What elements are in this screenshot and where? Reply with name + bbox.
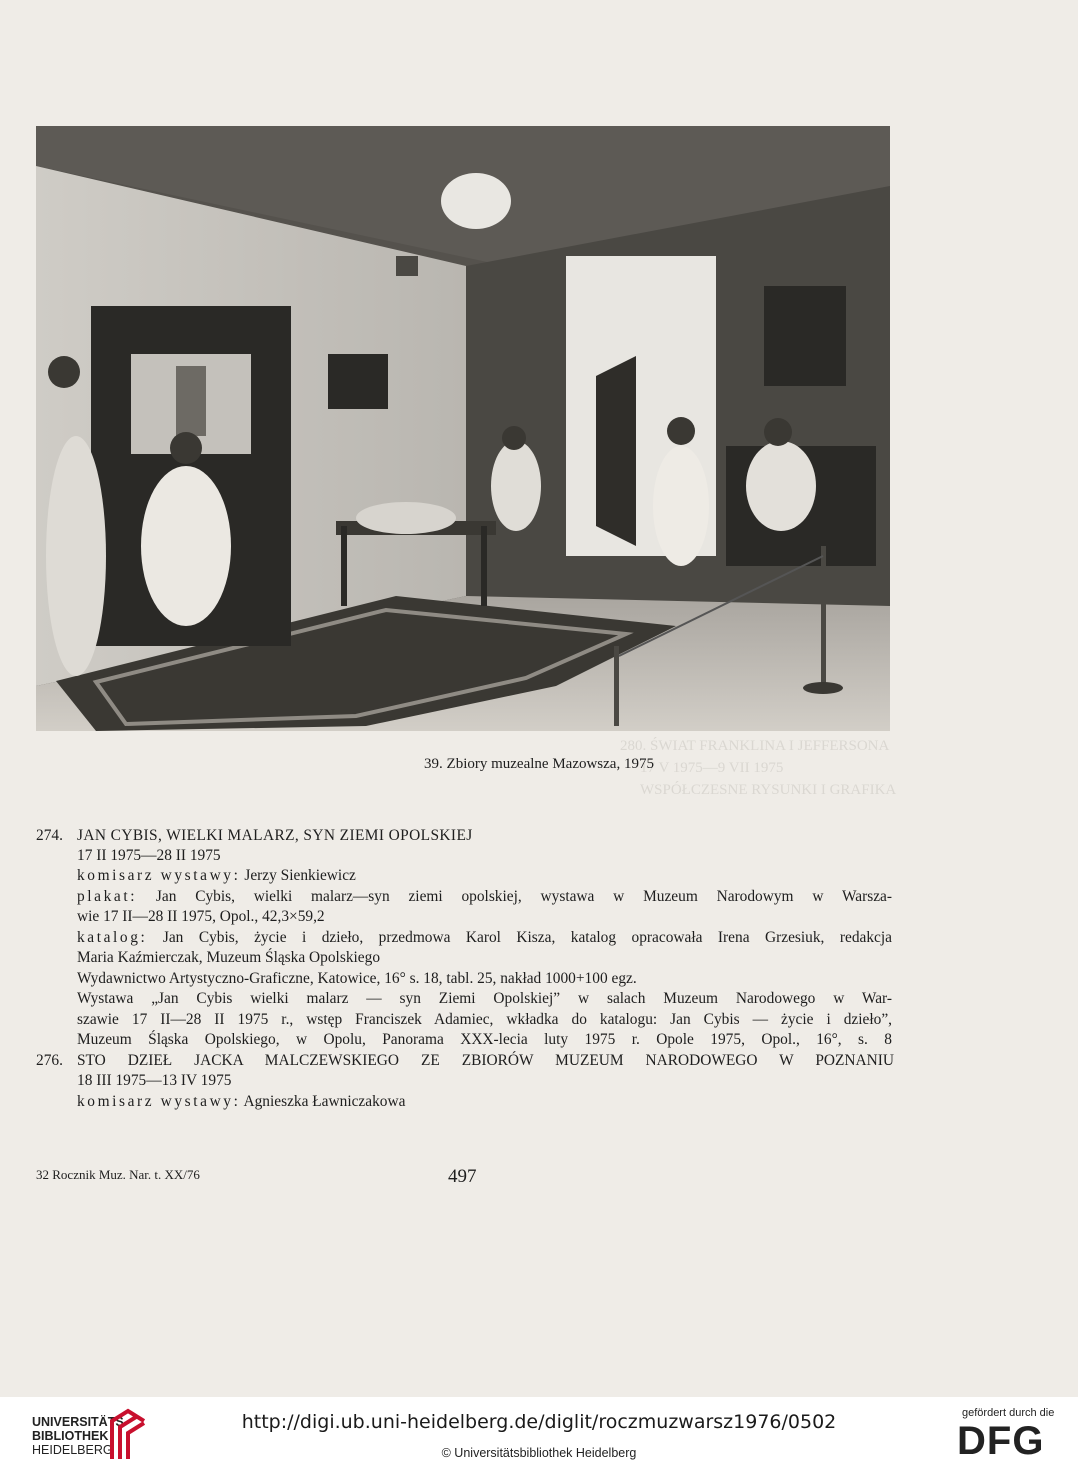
catalog-publisher-line: Wydawnictwo Artystyczno-Graficzne, Katowice, 16° s. 18, tabl. 25, nakład 1000+100 egz.	[77, 970, 637, 987]
note-line: szawie 17 II—28 II 1975 r., wstęp Franciszek Adamiec, wkładka do katalogu: Jan Cybis — życie i dzieło”,	[77, 1011, 892, 1028]
entry-276-heading	[36, 1051, 894, 1071]
entry-dates: 18 III 1975—13 IV 1975	[77, 1072, 232, 1089]
library-name-line: HEIDELBERG	[32, 1443, 113, 1457]
entry-dates: 17 II 1975—28 II 1975	[77, 847, 221, 864]
library-name-line: BIBLIOTHEK	[32, 1429, 109, 1443]
commissioner-line	[77, 866, 356, 886]
commissioner-label: komisarz wystawy:	[77, 867, 241, 884]
catalog-text: Jan Cybis, życie i dzieło, przedmowa Karol Kisza, katalog opracowała Irena Grzesiuk, redakcja	[162, 929, 892, 946]
commissioner-label: komisarz wystawy:	[77, 1093, 241, 1110]
catalog-line-continued: Maria Kaźmierczak, Muzeum Śląska Opolskiego	[77, 949, 381, 966]
commissioner-line	[77, 1092, 405, 1112]
exhibition-photograph	[36, 126, 890, 731]
show-through-text: 17 V 1975—9 VII 1975	[640, 760, 784, 776]
show-through-text: WSPÓŁCZESNE RYSUNKI I GRAFIKA	[640, 782, 897, 798]
entry-number: 276.	[36, 1052, 63, 1069]
catalog-label: katalog:	[77, 929, 148, 946]
entry-274-heading	[36, 826, 473, 846]
photo-caption: 39. Zbiory muzealne Mazowsza, 1975	[424, 756, 654, 772]
catalog-line	[77, 928, 892, 948]
page-number: 497	[448, 1166, 477, 1187]
permalink-url[interactable]: http://digi.ub.uni-heidelberg.de/diglit/roczmuzwarsz1976/0502	[241, 1411, 837, 1433]
note-line: Wystawa „Jan Cybis wielki malarz — syn Ziemi Opolskiej” w salach Muzeum Narodowego w War-	[77, 990, 892, 1007]
poster-text: Jan Cybis, wielki malarz—syn ziemi opolskiej, wystawa w Muzeum Narodowym w Warsza-	[155, 888, 892, 905]
sponsor-label: gefördert durch die	[962, 1407, 1055, 1419]
commissioner-name: Agnieszka Ławniczakowa	[243, 1093, 406, 1110]
poster-label: plakat:	[77, 888, 138, 905]
viewer-footer	[0, 1397, 1078, 1473]
entry-title: STO DZIEŁ JACKA MALCZEWSKIEGO ZE ZBIORÓW MUZEUM NARODOWEGO W POZNANIU	[77, 1052, 894, 1069]
entry-number: 274.	[36, 827, 63, 844]
library-name-line: UNIVERSITÄTS-	[32, 1415, 128, 1429]
exhibition-room-image	[36, 126, 890, 731]
dfg-logo[interactable]	[957, 1421, 1063, 1459]
poster-line-continued: wie 17 II—28 II 1975, Opol., 42,3×59,2	[77, 908, 325, 925]
commissioner-name: Jerzy Sienkiewicz	[244, 867, 356, 884]
note-line: Muzeum Śląska Opolskiego, w Opolu, Panorama XXX-lecia luty 1975 r. Opole 1975, Opol., 16°, s. 8	[77, 1031, 892, 1048]
copyright-notice: © Universitätsbibliothek Heidelberg	[441, 1446, 637, 1460]
poster-line	[77, 887, 892, 907]
signature-mark: 32 Rocznik Muz. Nar. t. XX/76	[36, 1167, 200, 1182]
entry-title: JAN CYBIS, WIELKI MALARZ, SYN ZIEMI OPOLSKIEJ	[77, 827, 473, 844]
show-through-text: 280. ŚWIAT FRANKLINA I JEFFERSONA	[620, 738, 890, 754]
dfg-logo-text: DFG	[957, 1421, 1045, 1459]
